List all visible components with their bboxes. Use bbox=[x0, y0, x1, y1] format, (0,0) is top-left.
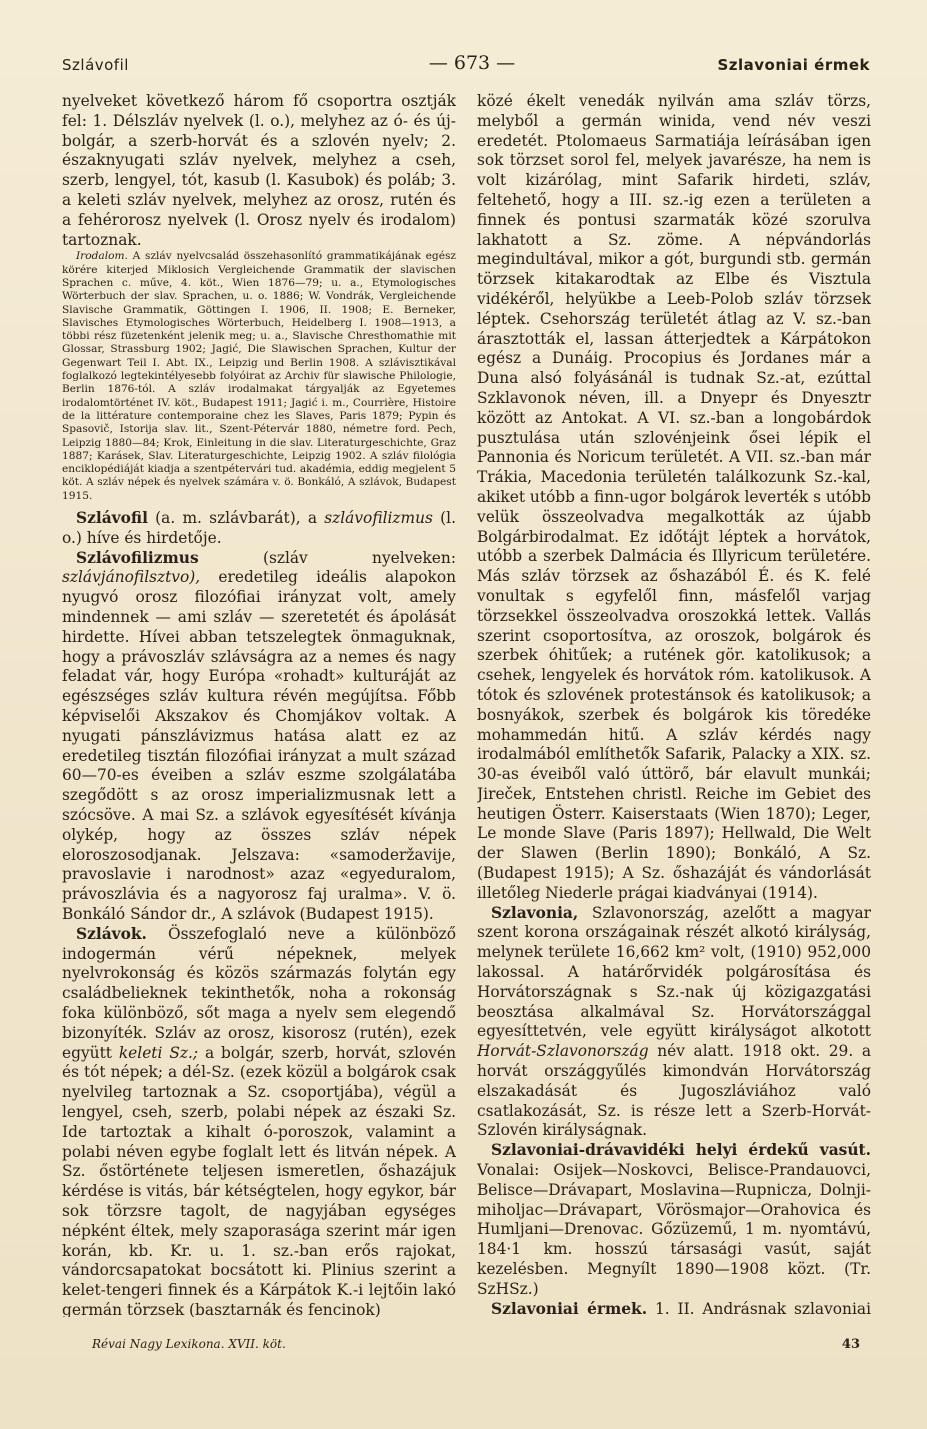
left-column bbox=[62, 92, 456, 1317]
bibliography-text: A szláv nyelvcsalád összehasonlító grammatikájának egész körére kiterjed Miklosich Vergleichende Grammatik der slavischen Sprachen c. műve, 4. köt., Wien 1876—79; u. a., Etymologisches Wörterbuch der slav. Sprachen, u. o. 1886; W. Vondrák, Vergleichende Slavische Grammatik, Göttingen I. 1906, II. 1908; E. Berneker, Slavisches Etymologisches Wörterbuch, Heidelberg I. 1908—1913, a többi rész füzetenként jelenik meg; u. a., Slavische Chresthomathie mit Glossar, Strassburg 1902; Jagić, Die Slawischen Sprachen, Kultur der Gegenwart Teil I. Abt. IX., Leipzig und Berlin 1908. A szlávisztikával foglalkozó legtekintélyesebb folyóirat az Archiv für slawische Philologie, Berlin 1876-tól. A szláv irodalmakat tárgyalják az Egyetemes irodalomtörténet IV. köt., Budapest 1911; Jagić i. m., Courrière, Histoire de la littérature contemporaine chez les Slaves, Paris 1879; Pypin és Spasovič, Istorija slav. lit., Szent-Pétervár 1880, németre ford. Pech, Leipzig 1880—84; Krok, Einleitung in die slav. Literaturgeschichte, Graz 1887; Karásek, Slav. Literaturgeschichte, Leipzig 1902. A szláv filológia enciklopédiáját kiadja a szentpétervári tud. akadémia, eddig megjelent 5 köt. A szláv népek és nyelvek számára v. ö. Bonkáló, A szlávok, Budapest 1915. bbox=[62, 250, 456, 502]
entry-text-cont: név alatt. 1918 okt. 29. a horvát országgyűlés kimondván Horvátország elszakadását és Jugoszláviához való csatlakozását, Sz. is része lett a Szerb-Horvát-Szlovén királyságnak. bbox=[477, 1042, 871, 1140]
header-left-keyword: Szlávofil bbox=[62, 56, 129, 74]
entry-text: 1. II. Andrásnak szlavoniai bbox=[654, 1299, 871, 1317]
entry-headword: Szlavoniai érmek. bbox=[491, 1299, 648, 1317]
entry-headword: Szlávofil bbox=[76, 509, 148, 528]
lexicon-entry bbox=[477, 1300, 871, 1317]
entry-crossref: keleti Sz.; bbox=[118, 1043, 199, 1062]
entry-text: Vonalai: Osijek—Noskovci, Belisce-Prandauovci, Belisce—Drávapart, Moslavina—Rupnicza, Dolnji-miholjac—Drávapart, Vörösmajor—Orahovica és Humljani—Drenovac. Gőzüzemű, 1 m. nyomtávú, 184·1 km. hosszú társasági vasút, saját kezelésben. Megnyílt 1890—1908 közt. (Tr. SzHSz.) bbox=[477, 1161, 871, 1298]
entry-headword: Szlavonia, bbox=[491, 903, 579, 922]
paragraph-text: nyelveket következő három fő csoportra osztják fel: 1. Délszláv nyelvek (l. o.), melyhez az ó- és új-bolgár, a szerb-horvát és a szlovén nyelv; 2. északnyugati szláv nyelvek, melyhez a cseh, szerb, lengyel, tót, kasub (l. Kasubok) és poláb; 3. a keleti szláv nyelvek, melyhez az orosz, rutén és a fehérorosz nyelvek (l. Orosz nyelv és irodalom) tartoznak. bbox=[62, 92, 456, 249]
lexicon-entry bbox=[62, 509, 456, 549]
lexicon-entry bbox=[477, 1141, 871, 1299]
entry-text: Összefoglaló neve a különböző indogermán vérű népeknek, melyek nyelvrokonság és közös származás folytán egy családbelieknek tekinthetők, noha a rokonság foka különböző, sőt maga a nyelv sem elegendő bizonyíték. Szláv az orosz, kisorosz (rutén), ezek együtt bbox=[62, 924, 456, 1062]
entry-text-cont: (l. o.) híve és hirdetője. bbox=[62, 509, 456, 547]
continuation-paragraph bbox=[62, 92, 456, 250]
entry-text: (szláv nyelveken: bbox=[198, 548, 456, 567]
entry-crossref: Horvát-Szlavonország bbox=[477, 1042, 649, 1061]
entry-text-cont: eredetileg ideális alapokon nyugvó orosz filozófiai irányzat volt, amely mindennek — ami szláv — szeretetét és ápolását hirdette. Hívei abban tetszelegtek önmaguknak, hogy a právoszláv szlávságra az a nemes és nagy feladat vár, hogy Európa «rohadt» kulturáját az egészséges szláv kultura révén megújítsa. Főbb képviselői Akszakov és Chomjákov voltak. A nyugati pánszlávizmus hatása alatt ez az eredetileg tisztán filozófiai irányzat a mult század 60—70-es éveiben a szláv eszme szolgálatába szegődött s az orosz imperializmusnak lett a szócsöve. A mai Sz. a szlávok egyesítését kívánja olykép, hogy az összes szláv népek eloroszosodjanak. Jelszava: «samoderžavije, pravoslavie i narodnost» azaz «egyeduralom, právoszlávia és a nagyorosz faj uralma». V. ö. Bonkáló Sándor dr., A szlávok (Budapest 1915). bbox=[62, 568, 456, 923]
paragraph-text: közé ékelt venedák nyilván ama szláv törzs, melyből a germán winida, vend név veszi eredetét. Ptolomaeus Sarmatiája leírásában igen sok törzset sorol fel, melyek javarésze, ha nem is volt kizárólag, mint Safarik hirdeti, szláv, feltehető, hogy a III. sz.-ig ezen a területen a finnek és pontusi szarmaták közé szorulva lakhatott a Sz. zöme. A népvándorlás megindultával, mikor a gót, burgundi stb. germán törzsek kitakarodtak az Elbe és Visztula vidékéről, helyükbe a Leeb-Polob szláv törzsek léptek. Csehország területét átlag az V. sz.-ban árasztották el, lassan átterjedtek a Kárpátokon egész a Dunáig. Procopius és Jordanes már a Duna alsó folyásánál is tudnak Sz.-at, ezúttal Szklavonok néven, ill. a Dnyepr és Dnyesztr között az Antokat. A VI. sz.-ban a longobárdok pusztulása után szlovénjeink ősei lépik el Pannonia és Noricum területét. A VII. sz.-ban már Trákia, Macedonia területén találkozunk Sz.-kal, akiket utóbb a finn-ugor bolgárok leverték s utóbb velük összeolvadva megalkották az újabb Bolgárbirodalmat. Ez időtájt léptek a horvátok, utóbb a szerbek Dalmácia és Illyricum területére. Más szláv törzsek az őshazából É. és K. felé vonultak s egyfelől finn, másfelől varjag törzsekkel összeolvadva oroszokká lettek. Vallás szerint csoportosítva, az oroszok, bolgárok és szerbek óhitűek; a rutének gör. katolikusok; a csehek, lengyelek és horvátok róm. katolikusok. A tótok és szlovének protestánsok és katolikusok; a bosnyákok, szerbek és bolgárok kis töredéke mohammedán hitű. A szláv kérdés nagy irodalmából említhetők Safarik, Palacky a XIX. sz. 30-as éveiből való úttörő, bár elavult munkái; Jireček, Entstehen christl. Reiche im Gebiet des heutigen Österr. Kaiserstaats (Wien 1870); Leger, Le monde Slave (Paris 1897); Hellwald, Die Welt der Slawen (Berlin 1890); Bonkáló, A Sz. (Budapest 1915); A Sz. őshazáját és vándorlását illetőleg Niederle prágai kiadványai (1914). bbox=[477, 92, 871, 902]
lexicon-entry bbox=[62, 549, 456, 925]
bibliography-paragraph bbox=[62, 250, 456, 503]
right-column bbox=[477, 92, 871, 1317]
footer-sheet-number: 43 bbox=[841, 1337, 860, 1352]
lexicon-entry bbox=[477, 904, 871, 1142]
entry-text: Szlavonország, azelőtt a magyar szent korona országainak részét alkotó királyság, melynek területe 16,662 km² volt, (1910) 952,000 lakossal. A határőrvidék polgárosítása és Horvátországnak s Sz.-nak új közigazgatási beosztása alkalmával Sz. Horvátországgal egyesíttetvén, vele együtt királyságot alkotott bbox=[477, 903, 871, 1041]
entry-crossref: szlávofilizmus bbox=[324, 509, 433, 528]
entry-headword: Szlávok. bbox=[76, 924, 147, 943]
lexicon-entry bbox=[62, 925, 456, 1317]
page-number: — 673 — bbox=[428, 52, 516, 74]
entry-headword: Szlavoniai-drávavidéki helyi érdekű vasút. bbox=[491, 1141, 871, 1160]
page-header bbox=[62, 50, 870, 78]
page-footer bbox=[62, 1337, 870, 1357]
entry-headword: Szlávofilizmus bbox=[76, 548, 199, 567]
footer-publication: Révai Nagy Lexikona. XVII. köt. bbox=[92, 1337, 286, 1351]
entry-text: (a. m. szlávbarát), a bbox=[147, 509, 325, 528]
entry-text-cont: a bolgár, szerb, horvát, szlovén és tót népek; a dél-Sz. (ezek közül a bolgárok csak nyelvileg tartoznak a Sz. csoportjába), végül a lengyel, cseh, szerb, polabi népek az északi Sz. Ide tartoztak a kihalt ó-poroszok, valamint a polabi néven egybe foglalt lett és litván népek. A Sz. őstörténete teljesen ismeretlen, őshazájuk kérdése is vitás, bár kétségtelen, hogy egykor, bár sok törzsre tagolt, de nagyjában egységes népként éltek, mely szaporasága szerint már igen korán, kb. Kr. u. 1. sz.-ban erős rajokat, vándorcsapatokat bocsátott ki. Plinius szerint a kelet-tengeri finnek és a Kárpátok K.-i lejtőin lakó germán törzsek (basztarnák és fencinok) bbox=[62, 1043, 456, 1317]
header-right-keyword: Szlavoniai érmek bbox=[717, 56, 870, 74]
continuation-paragraph bbox=[477, 92, 871, 904]
entry-crossref: szlávjánofilsztvo), bbox=[62, 568, 201, 587]
bibliography-lead: Irodalom. bbox=[76, 250, 128, 263]
